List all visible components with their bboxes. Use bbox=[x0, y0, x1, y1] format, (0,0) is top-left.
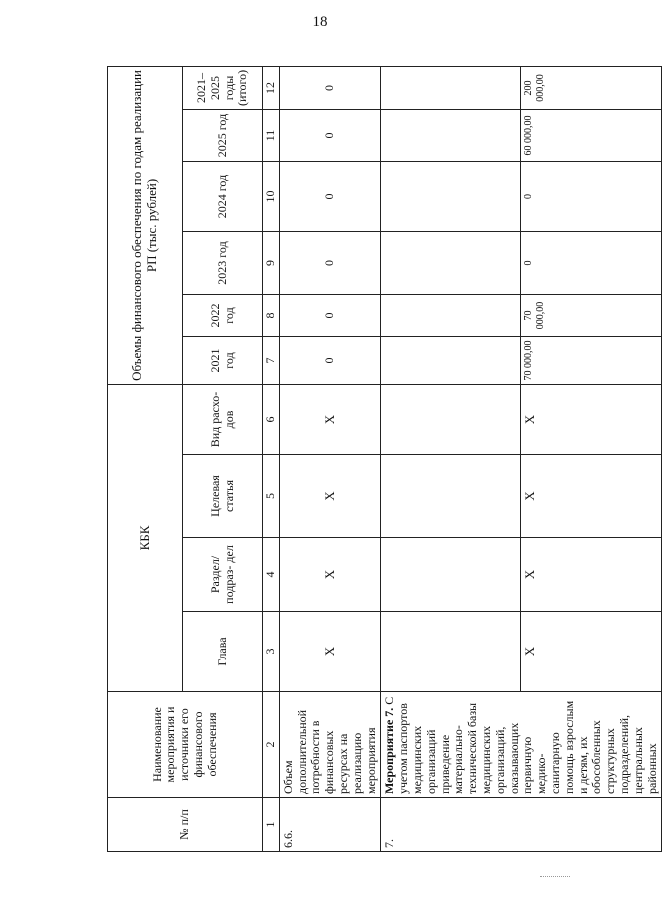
cell-y2022: 70 000,00 bbox=[521, 295, 662, 337]
header-glava: Глава bbox=[183, 612, 263, 692]
cell-y2021: 70 000,00 bbox=[521, 337, 662, 385]
header-y2022: 2022 год bbox=[183, 295, 263, 337]
cell-celevaya: Х bbox=[521, 455, 662, 538]
cell-razdel: Х bbox=[279, 538, 381, 612]
cell-vid: Х bbox=[279, 385, 381, 455]
column-number: 8 bbox=[263, 295, 280, 337]
column-number: 6 bbox=[263, 385, 280, 455]
cell-y2025: 0 bbox=[279, 110, 381, 162]
cell-y2023: 0 bbox=[279, 232, 381, 295]
column-number: 10 bbox=[263, 162, 280, 232]
cell-razdel: Х bbox=[521, 538, 662, 612]
column-number: 11 bbox=[263, 110, 280, 162]
financing-table bbox=[107, 66, 662, 852]
header-y2021: 2021 год bbox=[183, 337, 263, 385]
page-number: 18 bbox=[312, 14, 328, 30]
rotated-table-container bbox=[107, 67, 659, 852]
header-vid: Вид расхо- дов bbox=[183, 385, 263, 455]
header-y2023: 2023 год bbox=[183, 232, 263, 295]
column-number: 9 bbox=[263, 232, 280, 295]
table-row bbox=[279, 66, 381, 851]
cell-y2022 bbox=[381, 295, 521, 337]
cell-y2023 bbox=[381, 232, 521, 295]
column-number: 1 bbox=[263, 798, 280, 852]
row-number: 6.6. bbox=[279, 798, 381, 852]
cell-y2024 bbox=[381, 162, 521, 232]
header-kbk: КБК bbox=[108, 385, 183, 692]
header-celevaya: Целевая статья bbox=[183, 455, 263, 538]
column-number: 12 bbox=[263, 66, 280, 109]
column-number: 7 bbox=[263, 337, 280, 385]
row-name bbox=[381, 692, 662, 798]
cell-razdel bbox=[381, 538, 521, 612]
cell-y2024: 0 bbox=[279, 162, 381, 232]
table-row bbox=[381, 66, 521, 851]
header-total: 2021–2025 годы (итого) bbox=[183, 66, 263, 109]
column-number-row bbox=[263, 66, 280, 851]
column-number: 5 bbox=[263, 455, 280, 538]
cell-glava: Х bbox=[279, 612, 381, 692]
row-name-text: Объем дополнительной потребности в финансовых ресурсах на реализацию мероприятия bbox=[280, 709, 378, 794]
row-name-bold: Мероприятие 7. bbox=[382, 707, 397, 794]
row-number: 7. bbox=[381, 798, 662, 852]
cell-y2025: 60 000,00 bbox=[521, 110, 662, 162]
cell-celevaya bbox=[381, 455, 521, 538]
cell-glava bbox=[381, 612, 521, 692]
cell-y2023: 0 bbox=[521, 232, 662, 295]
header-razdel: Раздел/ подраз- дел bbox=[183, 538, 263, 612]
cell-total bbox=[381, 66, 521, 109]
cell-total: 0 bbox=[279, 66, 381, 109]
header-y2025: 2025 год bbox=[183, 110, 263, 162]
cell-celevaya: Х bbox=[279, 455, 381, 538]
cell-y2025 bbox=[381, 110, 521, 162]
header-y2024: 2024 год bbox=[183, 162, 263, 232]
cell-y2022: 0 bbox=[279, 295, 381, 337]
cell-y2024: 0 bbox=[521, 162, 662, 232]
cell-vid: Х bbox=[521, 385, 662, 455]
row-name-text: С учетом паспортов медицинских организаций приведение материально-технической базы медицинских организаций, оказывающих первичную медико-санитарную помощь взрослым и детям, их обособленных структурных подразделений, центральных районных bbox=[382, 696, 659, 794]
header-volumes: Объемы финансового обеспечения по годам реализации РП (тыс. рублей) bbox=[108, 66, 183, 384]
cell-y2021: 0 bbox=[279, 337, 381, 385]
cell-y2021 bbox=[381, 337, 521, 385]
header-name: Наименование мероприятия и источники его финансового обеспечения bbox=[108, 692, 263, 798]
cell-glava: Х bbox=[521, 612, 662, 692]
cell-vid bbox=[381, 385, 521, 455]
scan-artifact bbox=[540, 876, 570, 879]
column-number: 3 bbox=[263, 612, 280, 692]
column-number: 4 bbox=[263, 538, 280, 612]
row-name bbox=[279, 692, 381, 798]
cell-total: 200 000,00 bbox=[521, 66, 662, 109]
column-number: 2 bbox=[263, 692, 280, 798]
header-no: № п/п bbox=[108, 798, 263, 852]
